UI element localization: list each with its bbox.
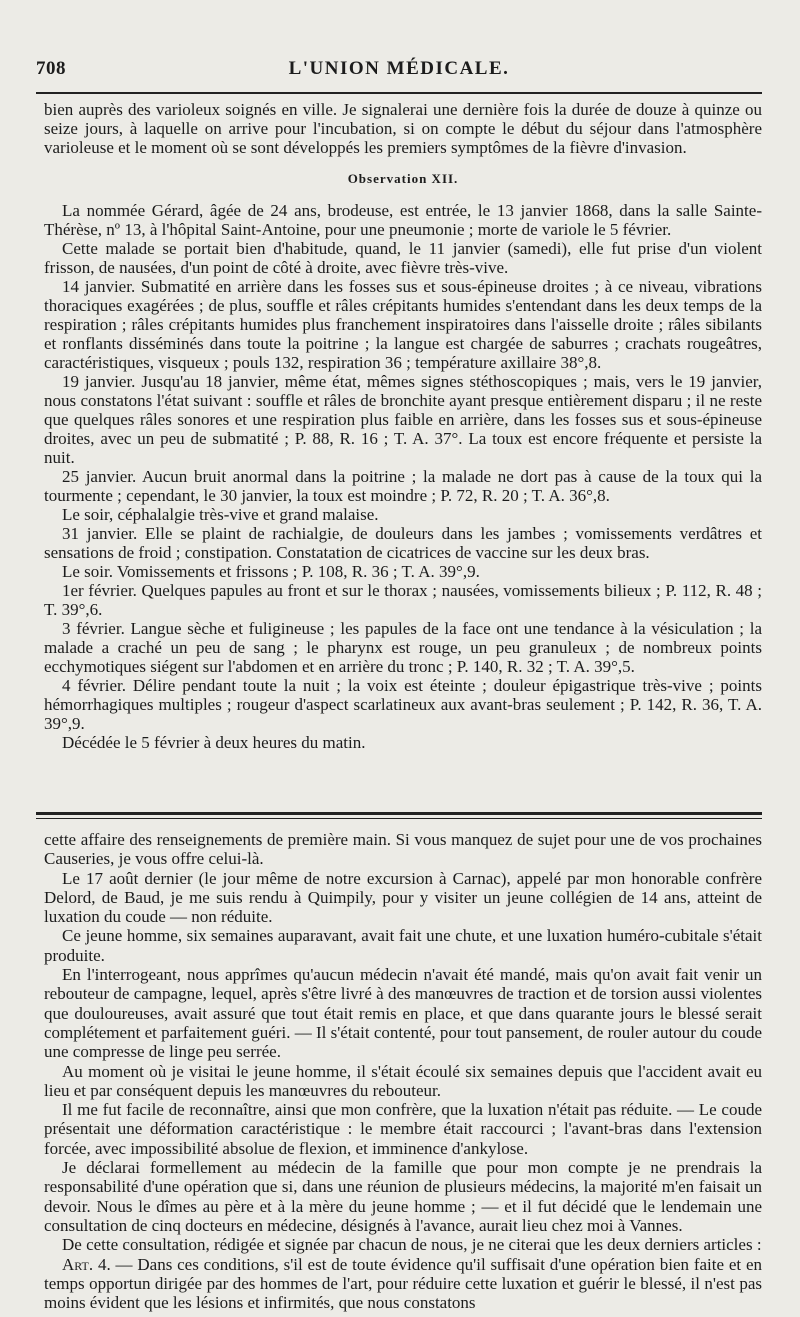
separator-thick-rule (36, 812, 762, 815)
lower-section (44, 830, 762, 1312)
observation-paragraph: Cette malade se portait bien d'habitude, quand, le 11 janvier (samedi), elle fut prise d'un violent frisson, de nausées, d'un point de côté à droite, avec fièvre très-vive. (44, 239, 762, 277)
page-header (36, 58, 762, 88)
article-paragraph (44, 1255, 762, 1313)
section-separator (36, 812, 762, 819)
feuilleton-upper-section (44, 100, 762, 752)
running-title: L'UNION MÉDICALE. (288, 58, 510, 79)
observation-paragraph: 19 janvier. Jusqu'au 18 janvier, même état, mêmes signes stéthoscopiques ; mais, vers le 19 janvier, nous constatons l'état suivant : souffle et râles de bronchite ayant presque entièrement disparu ; il ne reste que quelques râles sonores et une respiration plus faible en arrière, dans les fosses sus et sous-épineuse droites, avec un peu de submatité ; P. 88, R. 16 ; T. A. 37°. La toux est encore fréquente et persiste la nuit. (44, 372, 762, 467)
observation-paragraph: 31 janvier. Elle se plaint de rachialgie, de douleurs dans les jambes ; vomissements verdâtres et sensations de froid ; constipation. Constatation de cicatrices de vaccine sur les deux bras. (44, 524, 762, 562)
body-paragraph: Le 17 août dernier (le jour même de notre excursion à Carnac), appelé par mon honorable confrère Delord, de Baud, je me suis rendu à Quimpily, pour y visiter un jeune collégien de 14 ans, atteint de luxation du coude — non réduite. (44, 868, 762, 927)
observation-paragraph: 14 janvier. Submatité en arrière dans les fosses sus et sous-épineuse droites ; à ce niveau, vibrations thoraciques exagérées ; de plus, souffle et râles crépitants humides s'entendant dans les deux temps de la respiration ; râles crépitants humides plus franchement inspiratoires dans l'aisselle droite ; râles sibilants et ronflants disséminés dans toute la poitrine ; la langue est chargée de saburres ; crachats rougeâtres, caractéristiques, visqueux ; pouls 132, respiration 36 ; température axillaire 38°,8. (44, 277, 762, 372)
article-text: — Dans ces conditions, s'il est de toute évidence qu'il suffisait d'une opération bien faite et en temps opportun dirigée par des hommes de l'art, pour réduire cette luxation et guérir le blessé, il n'est pas moins évident que les lésions et infirmités, que nous constatons (44, 1254, 763, 1313)
intro-paragraph: bien auprès des varioleux soignés en ville. Je signalerai une dernière fois la durée de douze à quinze ou seize jours, à laquelle on arrive pour l'incubation, si on compte le début du séjour dans l'atmosphère varioleuse et le moment où se sont développés les premiers symptômes de la fièvre d'invasion. (44, 100, 762, 157)
header-rule (36, 92, 762, 94)
body-paragraph: De cette consultation, rédigée et signée par chacun de nous, je ne citerai que les deux derniers articles : (62, 1235, 762, 1255)
article-label: Art. 4. (62, 1254, 111, 1274)
observation-body (44, 201, 762, 752)
body-paragraph: Il me fut facile de reconnaître, ainsi que mon confrère, que la luxation n'était pas réduite. — Le coude présentait une déformation caractéristique : le membre était raccourci ; l'avant-bras dans l'extension forcée, avec impossibilité absolue de flexion, et imminence d'ankylose. (44, 1100, 762, 1158)
observation-paragraph: 25 janvier. Aucun bruit anormal dans la poitrine ; la malade ne dort pas à cause de la toux qui la tourmente ; cependant, le 30 janvier, la toux est moindre ; P. 72, R. 20 ; T. A. 36°,8. (44, 467, 762, 505)
observation-title: Observation XII. (347, 171, 459, 186)
body-paragraph: Ce jeune homme, six semaines auparavant, avait fait une chute, et une luxation huméro-cubitale s'était produite. (44, 926, 762, 965)
continuation-paragraph: cette affaire des renseignements de première main. Si vous manquez de sujet pour une de vos prochaines Causeries, je vous offre celui-là. (44, 830, 762, 869)
observation-paragraph: Le soir, céphalalgie très-vive et grand malaise. (62, 505, 379, 524)
observation-paragraph: 1er février. Quelques papules au front et sur le thorax ; nausées, vomissements bilieux ; P. 112, R. 48 ; T. 39°,6. (44, 581, 762, 619)
observation-paragraph: 3 février. Langue sèche et fuligineuse ; les papules de la face ont une tendance à la vésiculation ; la malade a craché un peu de sang ; le pharynx est rouge, un peu granuleux ; de nombreux points ecchymotiques siégent sur l'abdomen et en arrière du tronc ; P. 140, R. 32 ; T. A. 39°,5. (44, 619, 762, 676)
body-paragraph: Au moment où je visitai le jeune homme, il s'était écoulé six semaines depuis que l'accident avait eu lieu et par conséquent depuis les manœuvres du rebouteur. (44, 1061, 762, 1100)
observation-paragraph: Décédée le 5 février à deux heures du matin. (62, 733, 366, 752)
observation-paragraph: Le soir. Vomissements et frissons ; P. 108, R. 36 ; T. A. 39°,9. (62, 562, 480, 581)
observation-paragraph: La nommée Gérard, âgée de 24 ans, brodeuse, est entrée, le 13 janvier 1868, dans la salle Sainte-Thérèse, nº 13, à l'hôpital Saint-Antoine, pour une pneumonie ; morte de variole le 5 février. (44, 201, 762, 239)
body-paragraph: En l'interrogeant, nous apprîmes qu'aucun médecin n'avait été mandé, mais qu'on avait fait venir un rebouteur de campagne, lequel, après s'être livré à des manœuvres de traction et de torsion aussi violentes que douloureuses, avait assuré que tout était remis en place, et que dans quarante jours le blessé serait complétement et parfaitement guéri. — Il s'était contenté, pour tout pansement, de rouler autour du coude une compresse de linge peu serrée. (44, 965, 762, 1062)
page-number: 708 (36, 58, 66, 79)
separator-thin-rule (36, 818, 762, 819)
body-paragraph: Je déclarai formellement au médecin de la famille que pour mon compte je ne prendrais la responsabilité d'une opération que si, dans une réunion de plusieurs médecins, la majorité m'en faisait un devoir. Nous le dîmes au père et à la mère du jeune homme ; — et il fut décidé que le lendemain une consultation de cinq docteurs en médecine, désignés à l'avance, aurait lieu chez moi à Vannes. (44, 1158, 762, 1235)
observation-paragraph: 4 février. Délire pendant toute la nuit ; la voix est éteinte ; douleur épigastrique très-vive ; points hémorrhagiques multiples ; rougeur d'aspect scarlatineux aux avant-bras seulement ; P. 142, R. 36, T. A. 39°,9. (44, 676, 762, 733)
